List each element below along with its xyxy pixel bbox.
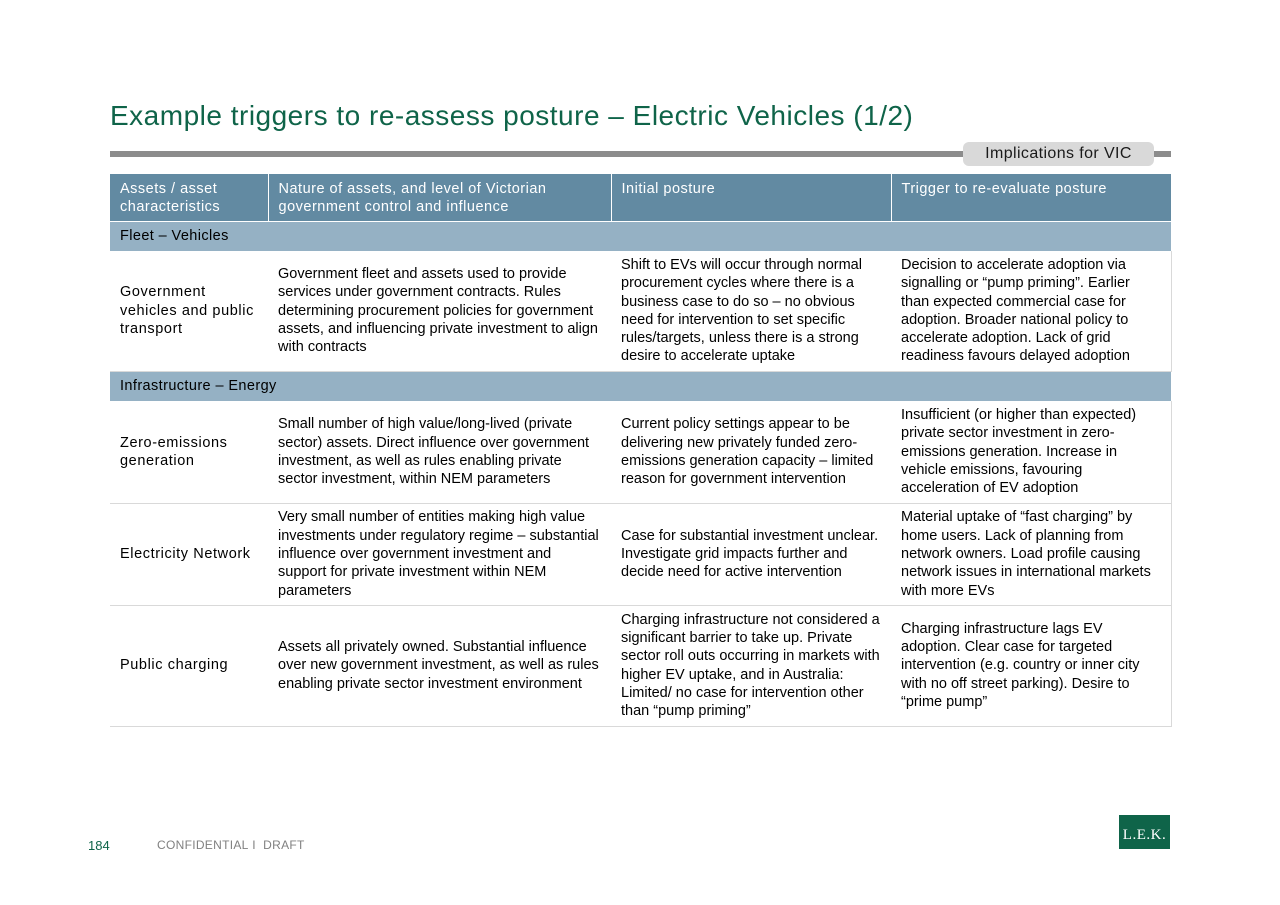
nature-cell: Small number of high value/long-lived (private sector) assets. Direct influence over government investment, as well as rules enabling private sector investment, within NEM parameters (268, 401, 611, 503)
table-row (110, 251, 1171, 372)
confidential-text: CONFIDENTIAL (157, 838, 249, 852)
posture-cell: Charging infrastructure not considered a significant barrier to take up. Private sector roll outs occurring in markets with higher EV uptake, and in Australia: Limited/ no case for intervention other than “pump priming” (611, 605, 891, 726)
section-label: Fleet – Vehicles (110, 221, 1171, 251)
table-row (110, 401, 1171, 503)
draft-text: DRAFT (263, 838, 305, 852)
table-row (110, 605, 1171, 726)
table-header-row (110, 174, 1171, 221)
header-initial-posture: Initial posture (611, 174, 891, 221)
asset-cell: Government vehicles and public transport (110, 251, 268, 372)
trigger-cell: Insufficient (or higher than expected) private sector investment in zero-emissions generation. Increase in vehicle emissions, favouring acceleration of EV adoption (891, 401, 1171, 503)
table-row (110, 503, 1171, 605)
posture-table (110, 174, 1172, 727)
implications-tab: Implications for VIC (963, 142, 1154, 166)
page-number: 184 (88, 838, 110, 853)
header-assets: Assets / asset characteristics (110, 174, 268, 221)
nature-cell: Government fleet and assets used to provide services under government contracts. Rules determining procurement policies for government assets, and influencing private investment to align with contracts (268, 251, 611, 372)
posture-cell: Case for substantial investment unclear. Investigate grid impacts further and decide need for active intervention (611, 503, 891, 605)
nature-cell: Very small number of entities making high value investments under regulatory regime – substantial influence over government investment and support for private investment within NEM parameters (268, 503, 611, 605)
asset-cell: Zero-emissions generation (110, 401, 268, 503)
nature-cell: Assets all privately owned. Substantial influence over new government investment, as well as rules enabling private sector investment environment (268, 605, 611, 726)
posture-cell: Shift to EVs will occur through normal procurement cycles where there is a business case to do so – no obvious need for intervention to set specific rules/targets, unless there is a strong desire to accelerate uptake (611, 251, 891, 372)
trigger-cell: Material uptake of “fast charging” by home users. Lack of planning from network owners. Load profile causing network issues in international markets with more EVs (891, 503, 1171, 605)
page-title: Example triggers to re-assess posture – Electric Vehicles (1/2) (110, 100, 914, 131)
asset-cell: Public charging (110, 605, 268, 726)
confidentiality-label (157, 838, 305, 852)
section-row-infrastructure-energy (110, 372, 1171, 402)
footer-separator: I (252, 838, 256, 852)
trigger-cell: Decision to accelerate adoption via signalling or “pump priming”. Earlier than expected commercial case for adoption. Broader national policy to accelerate adoption. Lack of grid readiness favours delayed adoption (891, 251, 1171, 372)
header-nature: Nature of assets, and level of Victorian government control and influence (268, 174, 611, 221)
trigger-cell: Charging infrastructure lags EV adoption. Clear case for targeted intervention (e.g. country or inner city with no off street parking). Desire to “prime pump” (891, 605, 1171, 726)
posture-cell: Current policy settings appear to be delivering new privately funded zero-emissions generation capacity – limited reason for government intervention (611, 401, 891, 503)
asset-cell: Electricity Network (110, 503, 268, 605)
header-trigger: Trigger to re-evaluate posture (891, 174, 1171, 221)
lek-logo: L.E.K. (1119, 815, 1170, 849)
section-label: Infrastructure – Energy (110, 372, 1171, 402)
section-row-fleet-vehicles (110, 221, 1171, 251)
